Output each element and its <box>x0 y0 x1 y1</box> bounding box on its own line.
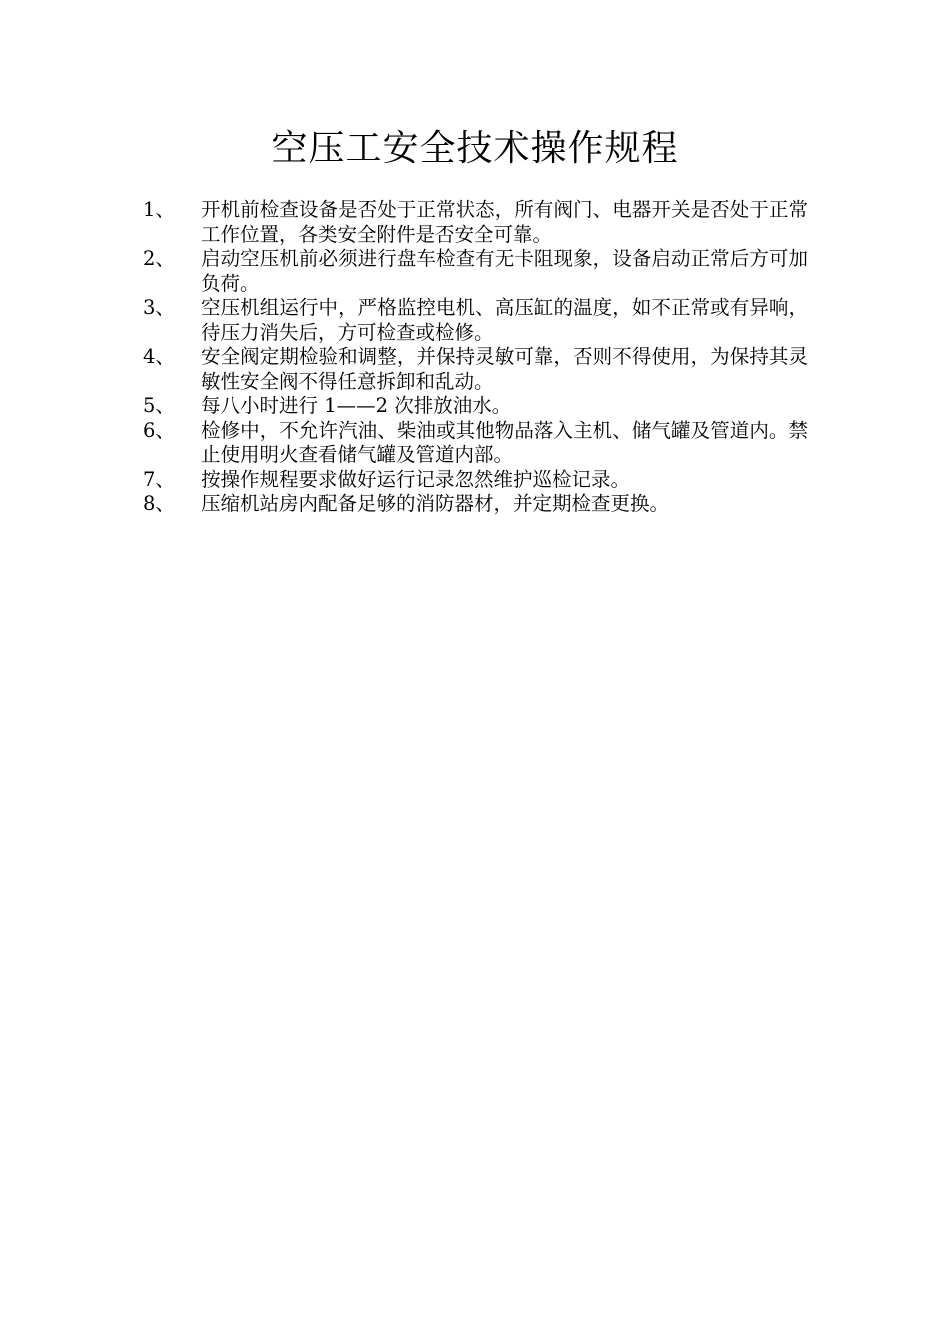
list-item-text: 空压机组运行中，严格监控电机、高压缸的温度，如不正常或有异响，待压力消失后，方可检查或检修。 <box>201 296 808 344</box>
page-title: 空压工安全技术操作规程 <box>271 128 679 169</box>
list-item <box>143 198 808 247</box>
list-item-number: 8、 <box>143 492 175 515</box>
list-item-number: 6、 <box>143 418 175 442</box>
list-item <box>143 419 808 468</box>
list-item-number: 3、 <box>143 296 175 319</box>
list-item-text: 安全阀定期检验和调整，并保持灵敏可靠，否则不得使用，为保持其灵敏性安全阀不得任意拆卸和乱动。 <box>201 345 808 393</box>
list-item-text: 按操作规程要求做好运行记录忽然维护巡检记录。 <box>201 467 631 491</box>
list-item-number: 2、 <box>143 247 175 270</box>
list-item-number: 4、 <box>143 345 175 368</box>
list-item-text: 检修中，不允许汽油、柴油或其他物品落入主机、储气罐及管道内。禁止使用明火查看储气罐及管道内部。 <box>201 418 808 466</box>
list-item-text: 开机前检查设备是否处于正常状态，所有阀门、电器开关是否处于正常工作位置，各类安全附件是否安全可靠。 <box>201 198 808 246</box>
list-item-number: 5、 <box>143 394 175 417</box>
list-item-number: 1、 <box>143 198 175 221</box>
list-item <box>143 468 808 493</box>
list-item <box>143 394 808 419</box>
list-item-text: 启动空压机前必须进行盘车检查有无卡阻现象，设备启动正常后方可加负荷。 <box>201 247 808 295</box>
list-item-number: 7、 <box>143 467 175 491</box>
rules-list <box>143 198 808 517</box>
list-item <box>143 296 808 345</box>
list-item <box>143 247 808 296</box>
list-item-text: 每八小时进行 1——2 次排放油水。 <box>201 394 512 417</box>
list-item <box>143 345 808 394</box>
list-item-text: 压缩机站房内配备足够的消防器材，并定期检查更换。 <box>201 492 670 515</box>
list-item <box>143 492 808 517</box>
